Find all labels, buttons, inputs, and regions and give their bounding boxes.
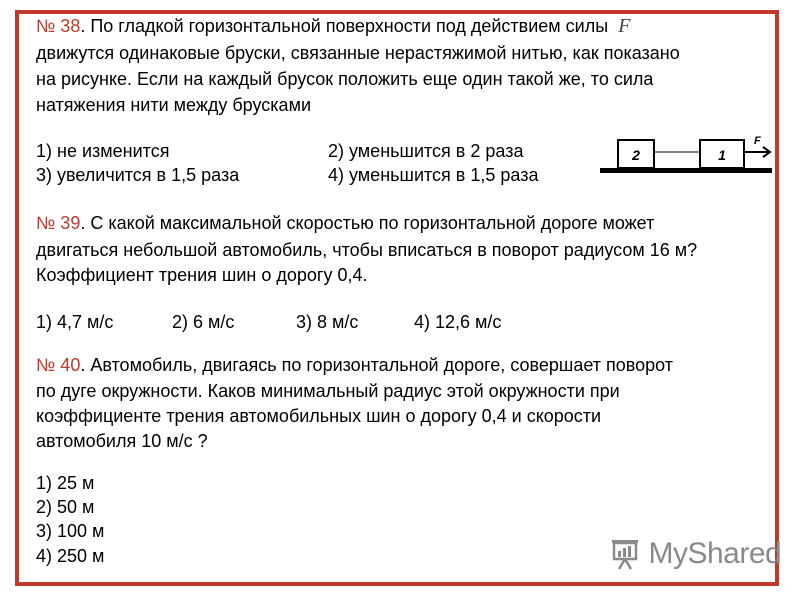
q40-option-2[interactable]: 2) 50 м (36, 497, 95, 517)
q39-option-3[interactable]: 3) 8 м/с (296, 312, 359, 332)
q39-option-4[interactable]: 4) 12,6 м/с (414, 312, 502, 332)
q38-number: № 38 (36, 16, 81, 36)
q40-line2: по дуге окружности. Каков минимальный радиус этой окружности при (36, 381, 620, 401)
blocks-diagram (600, 128, 780, 180)
presentation-icon (608, 537, 644, 571)
q39-number: № 39 (36, 213, 81, 233)
q38-option-4[interactable]: 4) уменьшится в 1,5 раза (328, 165, 539, 185)
block-1-label: 1 (718, 147, 726, 163)
q38-option-2[interactable]: 2) уменьшится в 2 раза (328, 141, 524, 161)
force-label: F (754, 135, 761, 147)
q39-line3: Коэффициент трения шин о дорогу 0,4. (36, 265, 368, 285)
q40-option-4[interactable]: 4) 250 м (36, 546, 105, 566)
myshared-logo[interactable] (608, 537, 781, 571)
q40-number: № 40 (36, 355, 81, 375)
q40-line4: автомобиля 10 м/с ? (36, 431, 208, 451)
q40-line1 (36, 354, 673, 377)
q38-option-1[interactable]: 1) не изменится (36, 141, 170, 161)
q39-line1 (36, 212, 654, 235)
q39-option-1[interactable]: 1) 4,7 м/с (36, 312, 114, 332)
q38-line2: движутся одинаковые бруски, связанные нерастяжимой нитью, как показано (36, 43, 680, 63)
q40-option-1[interactable]: 1) 25 м (36, 473, 95, 493)
force-symbol: F (618, 15, 631, 37)
q38-line4: натяжения нити между брусками (36, 95, 311, 115)
q38-option-3[interactable]: 3) увеличится в 1,5 раза (36, 165, 240, 185)
q39-line2: двигаться небольшой автомобиль, чтобы вписаться в поворот радиусом 16 м? (36, 240, 698, 260)
q38-line3: на рисунке. Если на каждый брусок положить еще один такой же, то сила (36, 69, 654, 89)
q40-line1-text: . Автомобиль, двигаясь по горизонтальной дороге, совершает поворот (80, 355, 673, 375)
block-2-label: 2 (632, 147, 640, 163)
logo-text: MyShared (648, 537, 782, 570)
q39-line1-text: . С какой максимальной скоростью по горизонтальной дороге может (80, 213, 655, 233)
q40-option-3[interactable]: 3) 100 м (36, 521, 105, 541)
q38-line1 (36, 15, 630, 38)
q39-option-2[interactable]: 2) 6 м/с (172, 312, 235, 332)
q38-line1-text: . По гладкой горизонтальной поверхности под действием силы (80, 16, 609, 36)
q40-line3: коэффициенте трения автомобильных шин о дорогу 0,4 и скорости (36, 406, 602, 426)
